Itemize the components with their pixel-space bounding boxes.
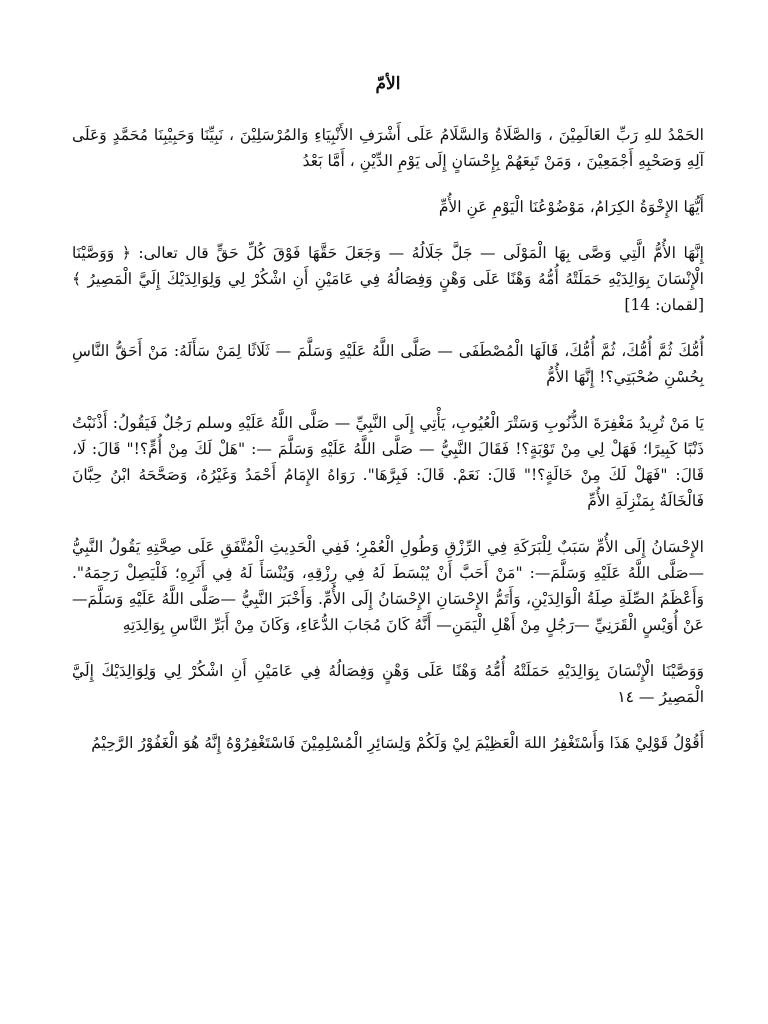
paragraph-forgiveness-hadith: يَا مَنْ تُرِيدُ مَغْفِرَةَ الذُّنُوبِ وَسَتْرَ الْعُيُوبِ، يَأْتِي إِلَى النَّبِيِّ — صَلَّى اللَّهُ عَلَيْهِ وسلم رَجُلٌ فَيَقُولُ: أَذْنَبْتُ ذَنْبًا كَبِيرًا؛ فَهَلْ لِي مِنْ تَوْبَةٍ؟! فَقَالَ النَّبِيُّ — صَلَّى اللَّهُ عَلَيْهِ وَسَلَّمَ —: "هَلْ لَكَ مِنْ أُمٍّ؟!" قَالَ: لَا، قَالَ: "فَهَلْ لَكَ مِنْ خَالَةٍ؟!" قَالَ: نَعَمْ. قَالَ: فَبِرَّهَا". رَوَاهُ الإِمَامُ أَحْمَدُ وَغَيْرُهُ، وَصَحَّحَهُ ابْنُ حِبَّانَ فَالْخَالَةُ بِمَنْزِلَةِ الأُمِّ	[72, 414, 704, 510]
document-page	[72, 70, 704, 776]
paragraph-topic-intro: أَيُّهَا الإِخْوَةُ الكِرَامُ، مَوْضُوْعُنَا الْيَوْمِ عَنِ الأُمِّ	[438, 198, 704, 216]
paragraph-verse-repeat: وَوَصَّيْنَا الْإِنْسَانَ بِوَالِدَيْهِ حَمَلَتْهُ أُمُّهُ وَهْنًا عَلَى وَهْنٍ وَفِصَالُهُ فِي عَامَيْنِ أَنِ اشْكُرْ لِي وَلِوَالِدَيْكَ إِلَيَّ الْمَصِيرُ — ١٤	[72, 662, 704, 706]
paragraph-opening-praise: الحَمْدُ للهِ رَبِّ العَالَمِيْنَ ، وَالصَّلَاةُ وَالسَّلَامُ عَلَى أَشْرَفِ الأَنْبِيَاءِ وَالمُرْسَلِيْنَ ، نَبِيِّنَا وَحَبِيْبِنَا مُحَمَّدٍ وَعَلَى آلِهِ وَصَحْبِهِ أَجْمَعِيْنَ ، وَمَنْ تَبِعَهُمْ بِإِحْسَانٍ إِلَى يَوْمِ الدِّيْنِ ، أَمَّا بَعْدُ	[72, 126, 704, 170]
document-title: الأمّ	[375, 74, 401, 94]
paragraph-your-mother-hadith: أُمُّكَ ثُمَّ أُمُّكَ، ثُمَّ أُمُّكَ، قَالَهَا الْمُصْطَفَى — صَلَّى اللَّهُ عَلَيْهِ وَسَلَّمَ — ثَلَاثًا لِمَنْ سَأَلَهُ: مَنْ أَحَقُّ النَّاسِ بِحُسْنِ صُحْبَتِي؟! إِنَّهَا الأُمُّ	[72, 342, 704, 386]
paragraph-quran-verse: إِنَّهَا الأُمُّ الَّتِي وَصَّى بِهَا الْمَوْلَى — جَلَّ جَلَالُهُ — وَجَعَلَ حَقَّهَا فَوْقَ كُلِّ حَقٍّ قال تعالى: ﴿ وَوَصَّيْنَا الْإِنْسَانَ بِوَالِدَيْهِ حَمَلَتْهُ أُمُّهُ وَهْنًا عَلَى وَهْنٍ وَفِصَالُهُ فِي عَامَيْنِ أَنِ اشْكُرْ لِي وَلِوَالِدَيْكَ إِلَيَّ الْمَصِيرُ ﴾ [لقمان: 14]	[72, 244, 704, 314]
paragraph-kindness-blessing: الإِحْسَانُ إِلَى الأُمِّ سَبَبٌ لِلْبَرَكَةِ فِي الرِّزْقِ وَطُولِ الْعُمْرِ؛ فَفِي الْحَدِيثِ الْمُتَّفَقِ عَلَى صِحَّتِهِ يَقُولُ النَّبِيُّ —صَلَّى اللَّهُ عَلَيْهِ وَسَلَّمَ—: "مَنْ أَحَبَّ أَنْ يُبْسَطَ لَهُ فِي رِزْقِهِ، وَيُنْسَأَ لَهُ فِي أَثَرِهِ؛ فَلْيَصِلْ رَحِمَهُ". وَأَعْظَمُ الصِّلَةِ صِلَةُ الْوَالِدَيْنِ، وَأَتَمُّ الإِحْسَانِ الإِحْسَانُ إِلَى الأُمِّ. وَأَخْبَرَ النَّبِيُّ —صَلَّى اللَّهُ عَلَيْهِ وَسَلَّمَ— عَنْ أُوَيْسٍ الْقَرَنِيِّ —رَجُلٍ مِنْ أَهْلِ الْيَمَنِ— أَنَّهُ كَانَ مُجَابَ الدُّعَاءِ، وَكَانَ مِنْ أَبَرِّ النَّاسِ بِوَالِدَتِهِ	[72, 538, 704, 634]
paragraph-closing: أَقُوْلُ قَوْلِيْ هَذَا وَأَسْتَغْفِرُ اللهَ الْعَظِيْمَ لِيْ وَلَكُمْ وَلِسَائِرِ الْمُسْلِمِيْنَ فَاسْتَغْفِرُوْهُ إِنَّهُ هُوَ الْغَفُوْرُ الرَّحِيْمُ	[91, 734, 704, 752]
